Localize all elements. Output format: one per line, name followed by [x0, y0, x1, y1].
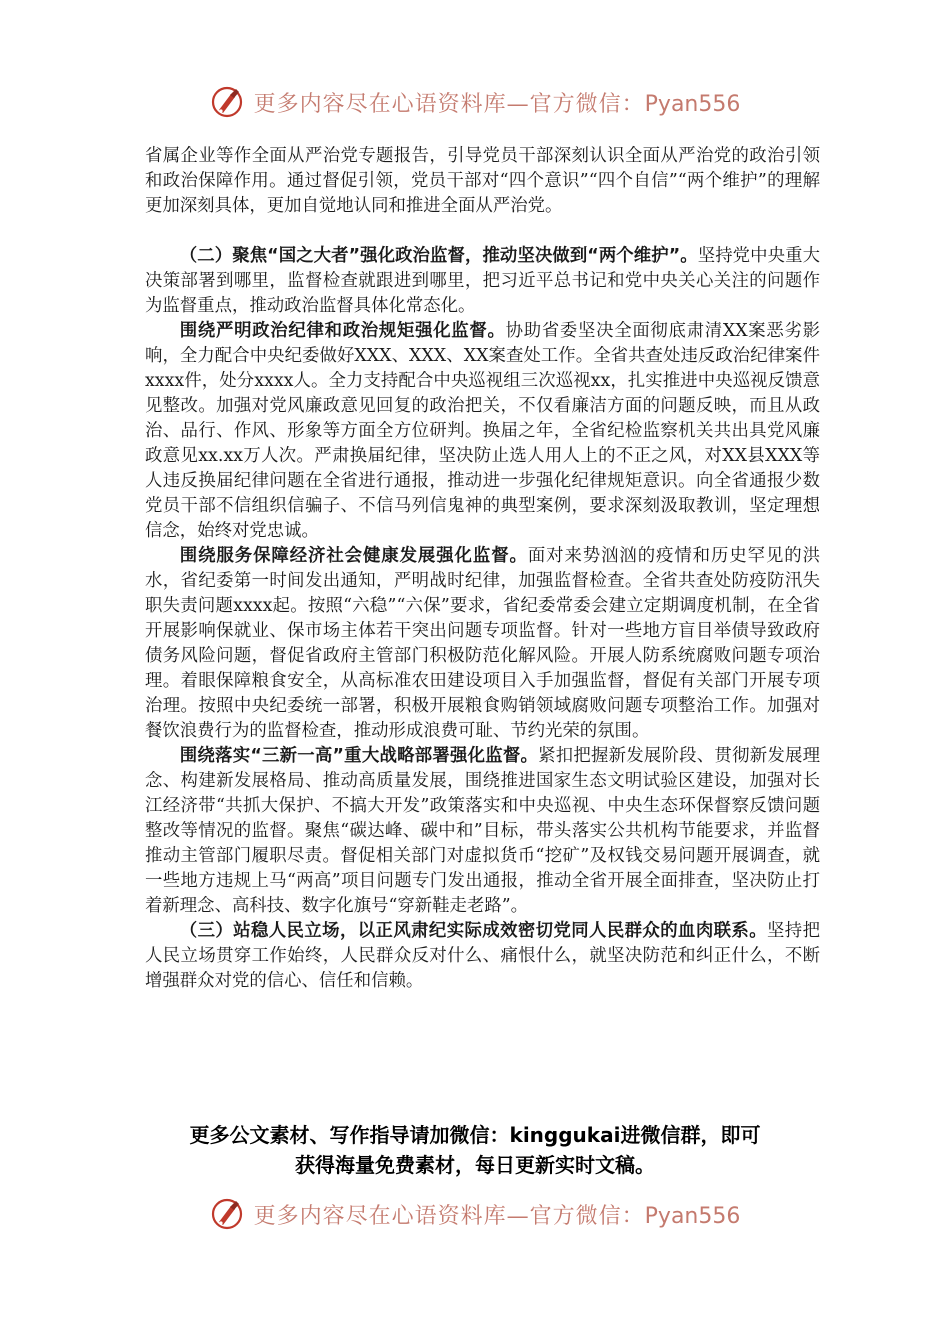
- section-heading: （三）站稳人民立场，以正风肃纪实际成效密切党同人民群众的血肉联系。: [179, 921, 767, 941]
- paragraph: 围绕严明政治纪律和政治规矩强化监督。协助省委坚决全面彻底肃清XX案恶劣影响，全力配合中央纪委做好XXX、XXX、XX案查处工作。全省共查处违反政治纪律案件xxxx件，处分xxxx人。全力支持配合中央巡视组三次巡视xx，扎实推进中央巡视反馈意见整改。加强对党风廉政意见回复的政治把关，不仅看廉洁方面的问题反映，而且从政治、品行、作风、形象等方面全方位研判。换届之年，全省纪检监察机关共出具党风廉政意见xx.xx万人次。严肃换届纪律，坚决防止选人用人上的不正之风，对XX县XXX等人违反换届纪律问题在全省进行通报，推动进一步强化纪律规矩意识。向全省通报少数党员干部不信组织信骗子、不信马列信鬼神的典型案例，要求深刻汲取教训，坚定理想信念，始终对党忠诚。: [145, 321, 820, 541]
- pen-nib-logo-icon: [210, 1197, 244, 1231]
- promo-line: 获得海量免费素材，每日更新实时文稿。: [295, 1153, 655, 1177]
- section-heading: （二）聚焦“国之大者”强化政治监督，推动坚决做到“两个维护”。: [179, 246, 698, 266]
- watermark-text: 更多内容尽在心语资料库—官方微信：Pyan556: [253, 91, 741, 117]
- promo-line: 更多公文素材、写作指导请加微信：kinggukai进微信群，即可: [189, 1123, 761, 1147]
- promo-notice: [120, 1120, 830, 1180]
- paragraph: 围绕落实“三新一高”重大战略部署强化监督。紧扣把握新发展阶段、贯彻新发展理念、构建新发展格局、推动高质量发展，围绕推进国家生态文明试验区建设，加强对长江经济带“共抓大保护、不搞大开发”政策落实和中央巡视、中央生态环保督察反馈问题整改等情况的监督。聚焦“碳达峰、碳中和”目标，带头落实公共机构节能要求，并监督推动主管部门履职尽责。督促相关部门对虚拟货币“挖矿”及权钱交易问题开展调查，就一些地方违规上马“两高”项目问题专门发出通报，推动全省开展全面排查，坚决防止打着新理念、高科技、数字化旗号“穿新鞋走老路”。: [145, 746, 820, 916]
- section-heading-paragraph: （二）聚焦“国之大者”强化政治监督，推动坚决做到“两个维护”。坚持党中央重大决策部署到哪里，监督检查就跟进到哪里，把习近平总书记和党中央关心关注的问题作为监督重点，推动政治监督具体化常态化。: [145, 246, 820, 316]
- watermark-text: 更多内容尽在心语资料库—官方微信：Pyan556: [253, 1203, 741, 1229]
- document-body: [145, 144, 820, 994]
- pen-nib-logo-icon: [210, 85, 244, 119]
- paragraph: 围绕服务保障经济社会健康发展强化监督。面对来势汹汹的疫情和历史罕见的洪水，省纪委第一时间发出通知，严明战时纪律，加强监督检查。全省共查处防疫防汛失职失责问题xxxx起。按照“六稳”“六保”要求，省纪委常委会建立定期调度机制，在全省开展影响保就业、保市场主体若干突出问题专项监督。针对一些地方盲目举债导致政府债务风险问题，督促省政府主管部门积极防范化解风险。开展人防系统腐败问题专项治理。着眼保障粮食安全，从高标准农田建设项目入手加强监督，督促有关部门开展专项治理。按照中央纪委统一部署，积极开展粮食购销领域腐败问题专项整治工作。加强对餐饮浪费行为的监督检查，推动形成浪费可耻、节约光荣的氛围。: [145, 546, 820, 741]
- section-heading-paragraph: （三）站稳人民立场，以正风肃纪实际成效密切党同人民群众的血肉联系。坚持把人民立场贯穿工作始终，人民群众反对什么、痛恨什么，就坚决防范和纠正什么，不断增强群众对党的信心、信任和信赖。: [145, 921, 820, 991]
- paragraph-lead: 围绕服务保障经济社会健康发展强化监督。: [179, 546, 528, 566]
- watermark-header: [0, 82, 950, 122]
- watermark-footer: [0, 1194, 950, 1234]
- paragraph: 省属企业等作全面从严治党专题报告，引导党员干部深刻认识全面从严治党的政治引领和政治保障作用。通过督促引领，党员干部对“四个意识”“四个自信”“两个维护”的理解更加深刻具体，更加自觉地认同和推进全面从严治党。: [145, 146, 820, 216]
- paragraph-lead: 围绕落实“三新一高”重大战略部署强化监督。: [179, 746, 539, 766]
- paragraph-lead: 围绕严明政治纪律和政治规矩强化监督。: [179, 321, 506, 341]
